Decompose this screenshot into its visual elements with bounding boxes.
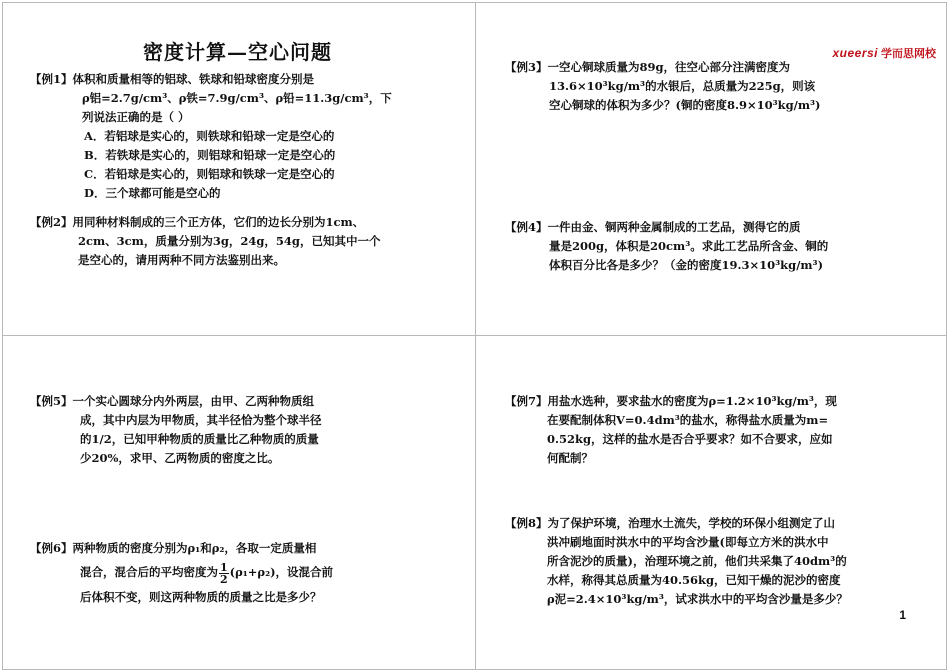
question-text: 用同种材料制成的三个正方体，它们的边长分别为1cm、 — [72, 215, 365, 229]
question-text: 列说法正确的是（ ） — [82, 110, 190, 124]
question-text: 何配制？ — [547, 451, 593, 465]
question-2 — [30, 213, 450, 270]
question-text: 0.52kg，这样的盐水是否合乎要求？如不合要求，应如 — [547, 432, 833, 446]
question-text: 洪冲刷地面时洪水中的平均含沙量(即每立方米的洪水中 — [547, 535, 829, 549]
question-text: 一空心铜球质量为89g，往空心部分注满密度为 — [547, 60, 791, 74]
question-text: 2cm、3cm，质量分别为3g，24g，54g，已知其中一个 — [78, 234, 381, 248]
panel-bottom-left — [2, 335, 476, 670]
question-tag: 【例4】 — [505, 220, 548, 234]
question-text: 后体积不变，则这两种物质的质量之比是多少？ — [80, 589, 322, 604]
question-text: 空心铜球的体积为多少？(铜的密度8.9×10³kg/m³) — [549, 98, 821, 112]
page-number: 1 — [899, 608, 906, 622]
question-text: 用盐水选种，要求盐水的密度为ρ=1.2×10³kg/m³，现 — [547, 394, 837, 408]
question-text: 一个实心圆球分内外两层，由甲、乙两种物质组 — [72, 394, 315, 408]
option-d: D．三个球都可能是空心的 — [84, 186, 221, 200]
question-text: 少20%，求甲、乙两物质的密度之比。 — [80, 451, 280, 465]
fraction-numerator: 1 — [220, 560, 228, 574]
brand-logo-cn: 学而思网校 — [881, 48, 936, 60]
question-tag: 【例8】 — [505, 516, 548, 530]
brand-logo-en: xueersi — [832, 46, 878, 60]
question-text: (ρ₁+ρ₂)，设混合前 — [229, 565, 334, 579]
question-text: 体积和质量相等的铝球、铁球和铅球密度分别是 — [72, 72, 315, 86]
question-text: 所含泥沙的质量)，治理环境之前，他们共采集了40dm³的 — [547, 554, 847, 568]
question-tag: 【例6】 — [30, 541, 73, 555]
question-text: 一件由金、铜两种金属制成的工艺品，测得它的质 — [547, 220, 801, 234]
question-text: 水样，称得其总质量为40.56kg，已知干燥的泥沙的密度 — [547, 573, 841, 587]
question-3 — [505, 58, 925, 115]
question-tag: 【例5】 — [30, 394, 73, 408]
question-text: 的1/2，已知甲种物质的质量比乙种物质的质量 — [80, 432, 319, 446]
question-1 — [30, 70, 450, 203]
option-c: C．若铅球是实心的，则铝球和铁球一定是空心的 — [84, 167, 335, 181]
page-title: 密度计算—空心问题 — [143, 40, 332, 64]
question-text: 为了保护环境，治理水土流失，学校的环保小组测定了山 — [547, 516, 836, 530]
question-text: 混合，混合后的平均密度为 — [80, 565, 218, 579]
question-text: 是空心的，请用两种不同方法鉴别出来。 — [78, 253, 285, 267]
option-b: B．若铁球是实心的，则铝球和铅球一定是空心的 — [84, 148, 336, 162]
question-8 — [505, 514, 930, 609]
question-4 — [505, 218, 925, 275]
question-text: 13.6×10³kg/m³的水银后，总质量为225g，则该 — [549, 79, 816, 93]
option-a: A．若铝球是实心的，则铁球和铅球一定是空心的 — [84, 129, 335, 143]
question-6 — [30, 536, 450, 609]
fraction-denominator: 2 — [220, 572, 228, 586]
question-5 — [30, 392, 450, 468]
question-text: 体积百分比各是多少？（金的密度19.3×10³kg/m³) — [549, 258, 824, 272]
question-text: 两种物质的密度分别为ρ₁和ρ₂，各取一定质量相 — [72, 541, 317, 555]
panel-bottom-right — [475, 335, 947, 670]
question-tag: 【例2】 — [30, 215, 73, 229]
fraction — [219, 562, 229, 585]
question-text: ρ泥=2.4×10³kg/m³，试求洪水中的平均含沙量是多少？ — [547, 592, 848, 606]
question-text: 在要配制体积V=0.4dm³的盐水，称得盐水质量为m= — [547, 413, 829, 427]
question-text: 量是200g，体积是20cm³。求此工艺品所含金、铜的 — [549, 239, 829, 253]
question-text: 成，其中内层为甲物质，其半径恰为整个球半径 — [80, 413, 322, 427]
question-tag: 【例3】 — [505, 60, 548, 74]
question-tag: 【例7】 — [505, 394, 548, 408]
question-7 — [505, 392, 930, 468]
question-text: ρ铝=2.7g/cm³、ρ铁=7.9g/cm³、ρ铅=11.3g/cm³，下 — [82, 91, 392, 105]
question-tag: 【例1】 — [30, 72, 73, 86]
